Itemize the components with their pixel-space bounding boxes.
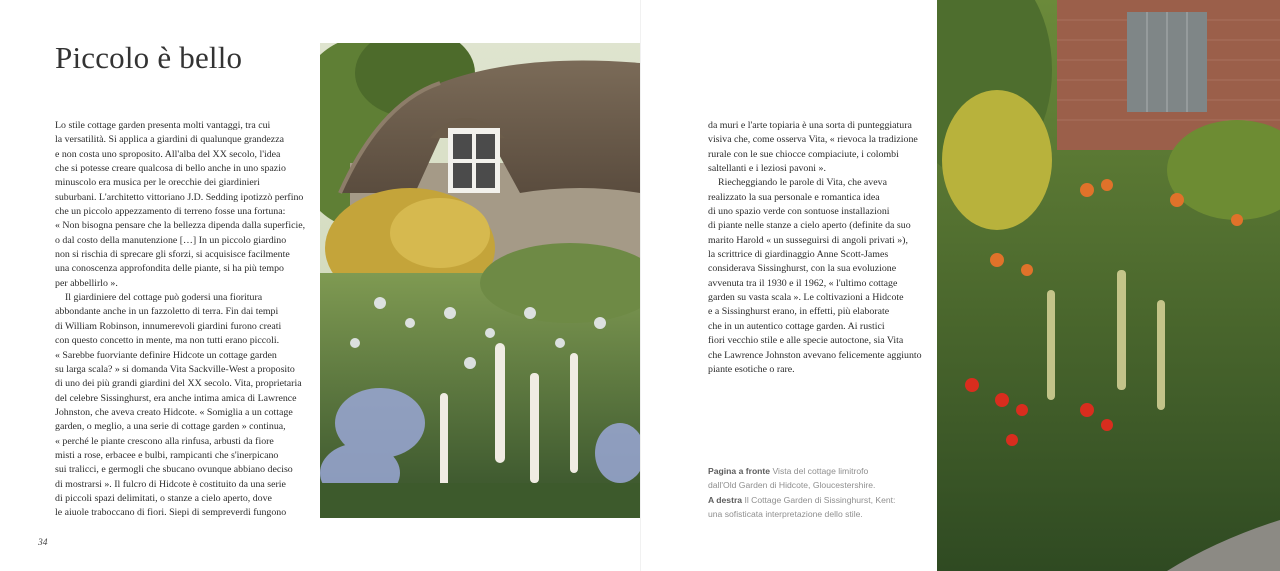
caption-facing-line-1: Vista del cottage limitrofo bbox=[772, 466, 869, 476]
text-line: o dal costo della manutenzione […] In un piccolo giardino bbox=[55, 234, 287, 246]
text-line: una conoscenza approfondita delle piante, si ha più tempo bbox=[55, 263, 284, 275]
text-line: con questo concetto in mente, ma non tutti erano piccoli. bbox=[55, 335, 280, 347]
text-line: garden su vasta scala ». Le coltivazioni a Hidcote bbox=[708, 292, 904, 304]
text-line: suburbani. L'architetto vittoriano J.D. Sedding ipotizzò perfino bbox=[55, 191, 304, 203]
text-line: le aiuole traboccano di fiori. Siepi di sempreverdi fungono bbox=[55, 507, 287, 519]
right-text-column bbox=[708, 119, 926, 377]
text-line: la scrittrice di giardinaggio Anne Scott-James bbox=[708, 249, 889, 261]
text-line: considerava Sissinghurst, con la sua evoluzione bbox=[708, 263, 897, 275]
caption-facing bbox=[708, 464, 928, 493]
text-line: di William Robinson, innumerevoli giardini furono creati bbox=[55, 320, 282, 332]
text-line: minuscolo era musica per le orecchie dei giardinieri bbox=[55, 177, 260, 189]
text-line: piante esotiche o rare. bbox=[708, 363, 795, 375]
text-line: Riecheggiando le parole di Vita, che aveva bbox=[718, 177, 887, 189]
text-line: sui tralicci, e germogli che sbucano ovunque abbiano deciso bbox=[55, 464, 293, 476]
text-line: e a Sissinghurst erano, in effetti, più elaborate bbox=[708, 306, 890, 318]
text-line: marito Harold « un susseguirsi di angoli privati »), bbox=[708, 234, 908, 246]
caption-right-label: A destra bbox=[708, 494, 743, 505]
text-line: Lo stile cottage garden presenta molti vantaggi, tra cui bbox=[55, 120, 271, 131]
paragraph-topiary bbox=[708, 119, 926, 176]
caption-facing-line-2: dall'Old Garden di Hidcote, Gloucestershire. bbox=[708, 480, 876, 491]
page-number: 34 bbox=[38, 538, 48, 548]
text-line: « perché le piante crescono alla rinfusa, arbusti da fiore bbox=[55, 435, 274, 447]
text-line: non si rischia di sprecare gli sforzi, si acquisisce facilmente bbox=[55, 249, 290, 261]
text-line: del celebre Sissinghurst, era anche intima amica di Lawrence bbox=[55, 392, 297, 404]
text-line: abbondante anche in un fazzoletto di terra. Fin dai tempi bbox=[55, 306, 279, 318]
text-line: di piante nelle stanze a cielo aperto (definite da suo bbox=[708, 220, 911, 232]
text-line: che in un autentico cottage garden. Ai rustici bbox=[708, 320, 885, 332]
text-line: rurale con le sue chiocce compiaciute, i colombi bbox=[708, 148, 899, 160]
paragraph-sissinghurst bbox=[708, 176, 926, 377]
text-line: Il giardiniere del cottage può godersi una fioritura bbox=[65, 292, 263, 304]
text-line: per abbellirlo ». bbox=[55, 277, 118, 289]
caption-facing-label: Pagina a fronte bbox=[708, 466, 771, 476]
text-line: e non costa uno sproposito. All'alba del XX secolo, l'idea bbox=[55, 148, 281, 160]
text-line: che un piccolo appezzamento di terreno fosse una fortuna: bbox=[55, 206, 286, 218]
text-line: la versatilità. Si applica a giardini di qualunque grandezza bbox=[55, 134, 284, 146]
text-line: di uno spazio verde con sontuose installazioni bbox=[708, 206, 890, 218]
paragraph-intro bbox=[55, 119, 307, 291]
caption-right bbox=[708, 493, 928, 522]
page-title: Piccolo è bello bbox=[55, 40, 243, 75]
text-line: di piccoli spazi delimitati, o stanze a cielo aperto, dove bbox=[55, 492, 272, 504]
left-text-column bbox=[55, 119, 307, 521]
caption-right-line-2: una sofisticata interpretazione dello stile. bbox=[708, 509, 863, 520]
page-gutter bbox=[640, 0, 641, 571]
text-line: « Non bisogna pensare che la bellezza dipenda dalla superficie, bbox=[55, 220, 306, 232]
text-line: fiori vecchio stile e alle specie autoctone, sia Vita bbox=[708, 335, 904, 347]
text-line: di uno dei più grandi giardini del XX secolo. Vita, proprietaria bbox=[55, 378, 302, 390]
text-line: « Sarebbe fuorviante definire Hidcote un cottage garden bbox=[55, 349, 277, 361]
text-line: che Lawrence Johnston avevano felicemente aggiunto bbox=[708, 349, 922, 361]
text-line: da muri e l'arte topiaria è una sorta di punteggiatura bbox=[708, 120, 912, 131]
text-line: di mostrarsi ». Il fulcro di Hidcote è costituito da una serie bbox=[55, 478, 286, 490]
text-line: garden, o meglio, a una serie di cottage garden » continua, bbox=[55, 421, 286, 433]
caption-right-line-1: Il Cottage Garden di Sissinghurst, Kent: bbox=[744, 494, 896, 505]
text-line: Johnston, che aveva creato Hidcote. « Somiglia a un cottage bbox=[55, 406, 293, 418]
text-line: visiva che, come osserva Vita, « rievoca la tradizione bbox=[708, 134, 918, 146]
text-line: che si potesse creare qualcosa di bello anche in uno spazio bbox=[55, 163, 286, 175]
photo-thatched-cottage bbox=[320, 43, 640, 518]
paragraph-hidcote bbox=[55, 291, 307, 521]
photo-sissinghurst-border bbox=[937, 0, 1280, 571]
text-line: misti a rose, erbacee e bulbi, rampicanti che s'inerpicano bbox=[55, 449, 279, 461]
photo-captions bbox=[708, 464, 928, 522]
text-line: realizzato la sua personale e romantica idea bbox=[708, 191, 880, 203]
text-line: su larga scala? » si domanda Vita Sackville-West a proposito bbox=[55, 363, 295, 375]
text-line: avvenuta tra il 1930 e il 1962, « l'ultimo cottage bbox=[708, 277, 898, 289]
text-line: saltellanti e i leziosi pavoni ». bbox=[708, 163, 826, 175]
